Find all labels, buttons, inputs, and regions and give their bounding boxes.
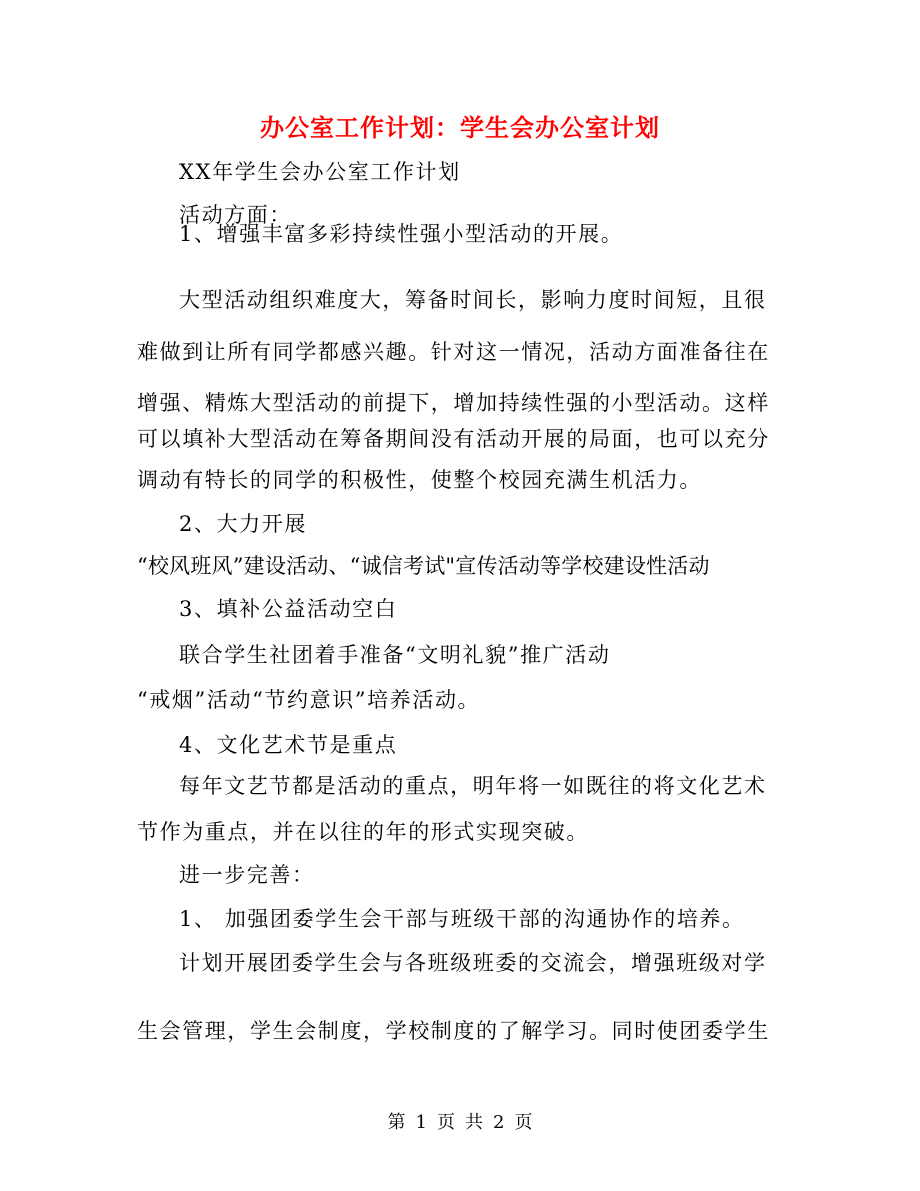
paragraph-line: 3、填补公益活动空白 [179,597,398,621]
footer-total-pages: 2 [493,1112,505,1133]
paragraph-line: 生会管理，学生会制度，学校制度的了解学习。同时使团委学生 [137,1019,770,1043]
footer-suffix: 页 [514,1112,533,1133]
paragraph-line: 每年文艺节都是活动的重点，明年将一如既往的将文化艺术 [179,774,767,798]
footer-page-number: 1 [415,1112,427,1133]
paragraph-line: 节作为重点，并在以往的年的形式实现突破。 [137,820,589,844]
paragraph-line: 联合学生社团着手准备“文明礼貌”推广活动 [179,643,611,667]
paragraph-line: “校风班风”建设活动、“诚信考试"宣传活动等学校建设性活动 [137,554,710,578]
paragraph-line: 1、增强丰富多彩持续性强小型活动的开展。 [179,222,624,246]
paragraph-line: 4、文化艺术节是重点 [179,733,398,757]
paragraph-line: “戒烟”活动“节约意识”培养活动。 [137,688,481,712]
page-footer [0,1110,920,1136]
footer-page-label: 页 [437,1112,455,1133]
paragraph-line: 大型活动组织难度大，筹备时间长，影响力度时间短，且很 [179,288,767,312]
footer-total-label: 共 [465,1112,483,1133]
paragraph-line: 计划开展团委学生会与各班级班委的交流会，增强班级对学 [179,951,767,975]
paragraph-line: XX年学生会办公室工作计划 [179,160,461,184]
footer-prefix: 第 [387,1112,406,1133]
paragraph-line: 2、大力开展 [179,512,307,536]
paragraph-line: 调动有特长的同学的积极性，使整个校园充满生机活力。 [137,468,702,492]
paragraph-line: 增强、精炼大型活动的前提下，增加持续性强的小型活动。这样 [137,391,770,415]
paragraph-line: 难做到让所有同学都感兴趣。针对这一情况，活动方面准备往在 [137,340,770,364]
paragraph-line: 1、 加强团委学生会干部与班级干部的沟通协作的培养。 [179,907,745,931]
paragraph-line: 可以填补大型活动在筹备期间没有活动开展的局面，也可以充分 [137,427,770,451]
paragraph-line: 活动方面： [179,203,292,227]
paragraph-line: 进一步完善： [179,863,315,887]
document-title: 办公室工作计划：学生会办公室计划 [260,113,660,142]
